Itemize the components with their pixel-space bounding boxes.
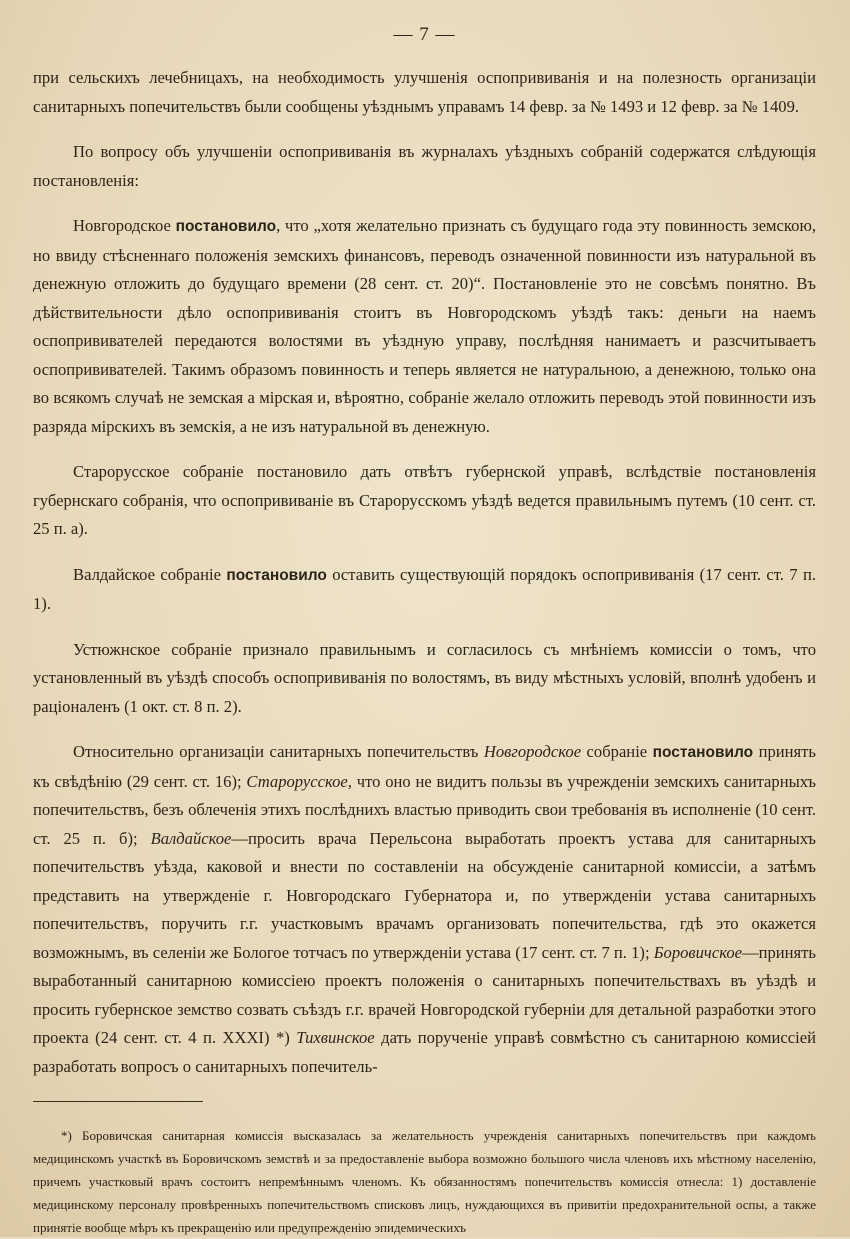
paragraph-1-text: при сельскихъ лечебницахъ, на необходимость улучшенія оспопрививанія и на полезность организаціи санитарныхъ попечительствъ были сообщены уѣзднымъ управамъ 14 февр. за № 1493 и 12 февр. за № 1409. [33,68,816,116]
paragraph-2-text: По вопросу объ улучшеніи оспопрививанія въ журналахъ уѣздныхъ собраній содержатся слѣдующія постановленія: [33,142,816,190]
sanitary-italic-borovichi: Боровичское [653,942,743,962]
sanitary-text-6: —принять выработанный санитарною комиссіею проектъ положенія о санитарныхъ попечительствахъ въ уѣздѣ и просить губернское земство созвать съѣздъ г.г. врачей Новгородской губерніи для детальной разработки этого проекта (24 сент. ст. 4 п. XXXI) *) [33,942,816,1047]
sanitary-text-4: что оно не видитъ пользы въ учрежденіи земскихъ санитарныхъ попечительствъ, безъ облеченія этихъ послѣднихъ властью приводить свои требованія въ исполненіе (10 сент. ст. 25 п. б); [33,771,816,848]
paragraph-starorusskoe [33,458,816,544]
sanitary-text-1: Относительно организаціи санитарныхъ попечительствъ [73,742,484,761]
sanitary-italic-tikhvin: Тихвинское [296,1028,375,1047]
footnote [33,1124,816,1239]
paragraph-valdai [33,561,816,619]
sanitary-bold: постановило [652,744,754,761]
sanitary-text-2: собраніе [581,742,653,761]
sanitary-text-5: —просить врача Перельсона выработать проектъ устава для санитарныхъ попечительствъ уѣзда, каковой и внести по составленіи на обсужденіе санитарной комиссіи, а затѣмъ представить на утвержденіе г. Новгородскаго Губернатора и, по утвержденіи устава санитарныхъ попечительствъ, поручить г.г. участковымъ врачамъ организовать попечительства, гдѣ это окажется возможнымъ, въ селеніи же Бологое тотчасъ по утвержденіи устава (17 сент. ст. 7 п. 1); [33,828,817,962]
paragraph-1 [33,64,816,121]
footnote-divider [33,1101,203,1102]
sanitary-italic-novgorod: Новгородское [483,742,582,761]
page-number: — 7 — [393,24,456,45]
paragraph-novgorod [33,212,816,441]
paragraph-novgorod-bold: постановило [175,218,277,235]
paragraph-sanitary [33,738,816,1081]
paragraph-2 [33,138,816,195]
paragraph-valdai-after: оставить существующій порядокъ оспопрививанія (17 сент. ст. 7 п. 1). [33,564,817,613]
paragraph-novgorod-before: Новгородское [73,216,176,235]
paragraph-valdai-bold: постановило [226,566,327,584]
sanitary-italic-valdai: Валдайское [150,828,232,848]
paragraph-valdai-before: Валдайское собраніе [73,564,227,584]
paragraph-starorusskoe-text: Старорусское собраніе постановило дать отвѣтъ губернской управѣ, вслѣдствіе постановленія губернскаго собранія, что оспопрививаніе въ Старорусскомъ уѣздѣ ведется правильнымъ путемъ (10 сент. ст. 25 п. а). [33,462,816,538]
paragraph-novgorod-after: , что „хотя желательно признать съ будущаго года эту повинность земскою, но ввиду стѣсненнаго положенія земскихъ финансовъ, переводъ означенной повинности изъ натуральной въ денежную отложить до будущаго времени (28 сент. ст. 20)“. Постановленіе это не совсѣмъ понятно. Въ дѣйствительности дѣло оспопрививанія стоитъ въ Новгородскомъ уѣздѣ такъ: деньги на наемъ оспопрививателей передаются волостями въ уѣздную управу, послѣдняя нанимаетъ и разсчитываетъ оспопрививателей. Такимъ образомъ повинность и теперь является не натуральною, а денежною, только она во всякомъ случаѣ не земская а мірская и, вѣроятно, собраніе желало отложить переводъ этой повинности изъ разряда мірскихъ въ земскія, а не изъ натуральной въ денежную. [33,216,816,436]
paragraph-ustyuzhna-text: Устюжнское собраніе признало правильнымъ и согласилось съ мнѣніемъ комиссіи о томъ, что установленный въ уѣздѣ способъ оспопрививанія по волостямъ, въ виду мѣстныхъ условій, вполнѣ удобенъ и раціоналенъ (1 окт. ст. 8 п. 2). [33,639,816,716]
sanitary-text-3: принять къ свѣдѣнію (29 сент. ст. 16); [33,742,816,791]
sanitary-italic-starorusskoe: Старорусское, [246,771,352,791]
paragraph-ustyuzhna [33,636,816,722]
footnote-text: *) Боровичская санитарная комиссія высказалась за желательность учрежденія санитарныхъ попечительствъ при каждомъ медицинскомъ участкѣ въ Боровичскомъ земствѣ и за предоставленіе выбора возможно большого числа членовъ ихъ мѣстному населенію, причемъ участковый врачъ состоитъ непремѣннымъ членомъ. Къ обязанностямъ попечительствъ комиссія отнесла: 1) доставленіе медицинскому персоналу провѣренныхъ попечительствомъ списковъ лицъ, нуждающихся въ привитіи предохранительной оспы, а также принятіе вообще мѣръ къ прекращенію или предупрежденію эпидемическихъ [33,1128,816,1235]
sanitary-text-7: дать порученіе управѣ совмѣстно съ санитарною комиссіей разработать вопросъ о санитарныхъ попечитель- [33,1028,816,1076]
